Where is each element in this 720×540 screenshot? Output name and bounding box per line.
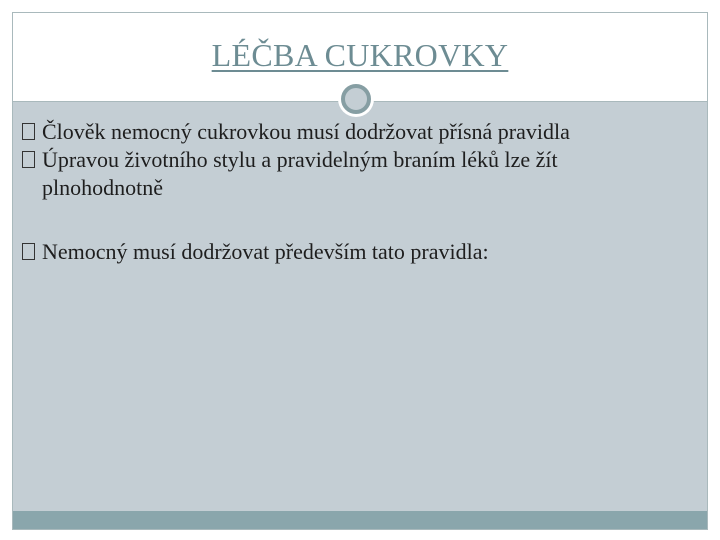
- bullet-text: Úpravou životního stylu a pravidelným braním léků lze žít plnohodnotně: [42, 147, 558, 200]
- bullet-item: [22, 238, 682, 266]
- bullet-list: [22, 118, 682, 266]
- circle-ring-inner: [341, 84, 371, 114]
- bullet-item: [22, 146, 682, 202]
- slide-title: LÉČBA CUKROVKY: [211, 37, 509, 73]
- bullet-text: Člověk nemocný cukrovkou musí dodržovat přísná pravidla: [42, 119, 570, 144]
- circle-ring-icon: [338, 81, 374, 117]
- footer-bar: [13, 511, 707, 529]
- square-bullet-icon: [22, 151, 35, 168]
- square-bullet-icon: [22, 243, 35, 260]
- square-bullet-icon: [22, 123, 35, 140]
- bullet-text: Nemocný musí dodržovat především tato pravidla:: [42, 239, 489, 264]
- bullet-item: [22, 118, 682, 146]
- slide: [12, 12, 708, 530]
